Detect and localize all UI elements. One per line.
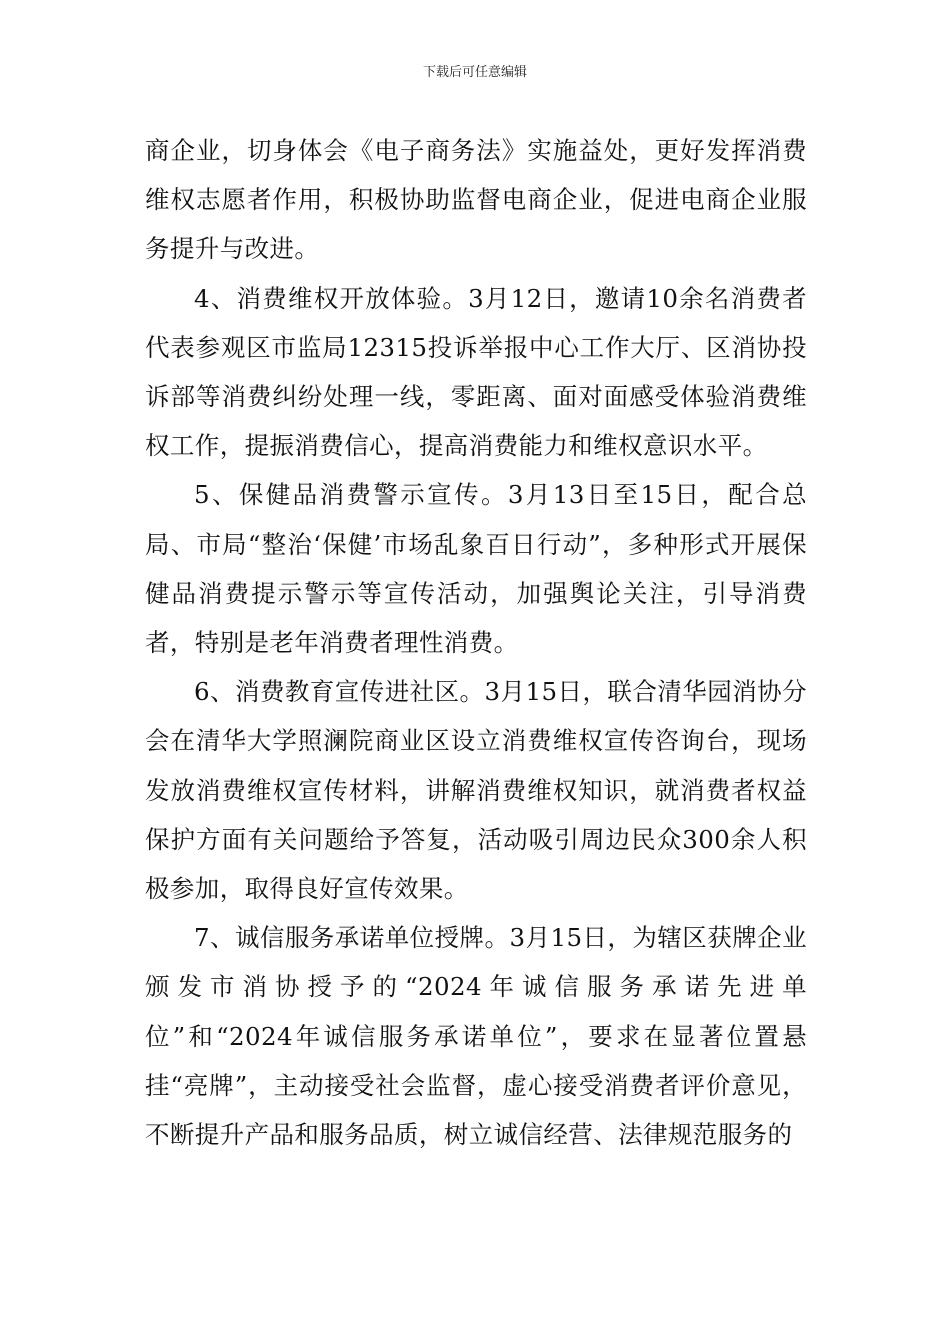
page-header-note: 下载后可任意编辑 [422,65,527,80]
paragraph-item-7: 7、诚信服务承诺单位授牌。3月15日，为辖区获牌企业颁发市消协授予的“2024年诚信服务承诺先进单位”和“2024年诚信服务承诺单位”，要求在显著位置悬挂“亮牌”，主动接受社会监督，虚心接受消费者评价意见，不断提升产品和服务品质，树立诚信经营、法律规范服务的 [145,923,807,1150]
paragraph-item-5: 5、保健品消费警示宣传。3月13日至15日，配合总局、市局“整治‘保健’市场乱象百日行动”，多种形式开展保健品消费提示警示等宣传活动，加强舆论关注，引导消费者，特别是老年消费者理性消费。 [145,480,807,658]
paragraph-item-6: 6、消费教育宣传进社区。3月15日，联合清华园消协分会在清华大学照澜院商业区设立消费维权宣传咨询台，现场发放消费维权宣传材料，讲解消费维权知识，就消费者权益保护方面有关问题给予答复，活动吸引周边民众300余人积极参加，取得良好宣传效果。 [145,677,807,904]
paragraph-continuation: 商企业，切身体会《电子商务法》实施益处，更好发挥消费维权志愿者作用，积极协助监督电商企业，促进电商企业服务提升与改进。 [145,136,807,264]
paragraph-item-4: 4、消费维权开放体验。3月12日，邀请10余名消费者代表参观区市监局12315投诉举报中心工作大厅、区消协投诉部等消费纠纷处理一线，零距离、面对面感受体验消费维权工作，提振消费信心，提高消费能力和维权意识水平。 [145,283,807,461]
document-body [145,126,807,1159]
